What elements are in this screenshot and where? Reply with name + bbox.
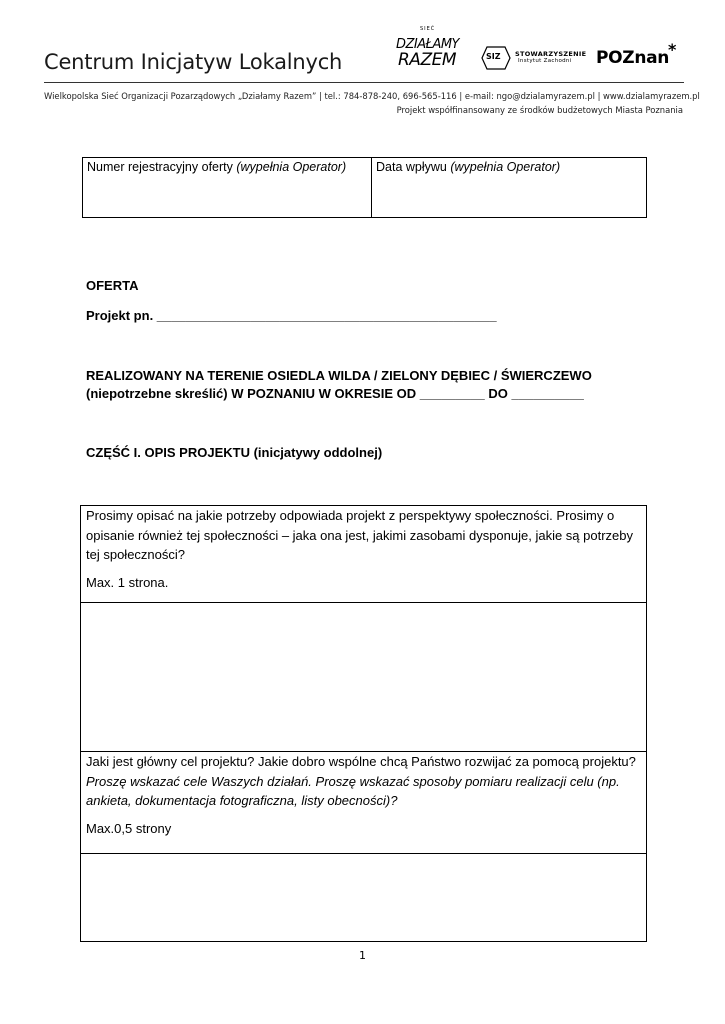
registration-number-note: (wypełnia Operator) bbox=[236, 160, 347, 174]
receipt-date-cell[interactable] bbox=[372, 158, 647, 218]
registration-number-label: Numer rejestracyjny oferty bbox=[87, 160, 237, 174]
dzialamy-razem-logo bbox=[396, 26, 460, 76]
goal-question-cell bbox=[81, 752, 647, 854]
poznan-star-icon: * bbox=[668, 40, 677, 59]
goal-question-text bbox=[86, 752, 641, 811]
org-title: Centrum Inicjatyw Lokalnych bbox=[44, 50, 343, 74]
needs-question-cell bbox=[81, 506, 647, 603]
logo-siec-line1: DZIAŁAMY bbox=[396, 37, 459, 52]
cofinance-line: Projekt współfinansowany ze środków budżetowych Miasta Poznania bbox=[396, 105, 683, 115]
contact-line: Wielkopolska Sieć Organizacji Pozarządowych „Działamy Razem” | tel.: 784-878-240, 696-565-116 | e-mail: ngo@dzialamyrazem.pl | www.dzialamyrazem.pl bbox=[44, 91, 700, 101]
poznan-logo-text: POZnan bbox=[596, 48, 670, 68]
receipt-date-label: Data wpływu bbox=[376, 160, 451, 174]
registration-table bbox=[82, 157, 647, 218]
project-description-table bbox=[80, 505, 647, 942]
page-number: 1 bbox=[359, 949, 366, 962]
receipt-date-note: (wypełnia Operator) bbox=[450, 160, 561, 174]
needs-question-text: Prosimy opisać na jakie potrzeby odpowiada projekt z perspektywy społeczności. Prosimy o opisanie również tej społeczności – jaka ona jest, jakimi zasobami dysponuje, jakie są potrzeby tej społeczności? bbox=[86, 508, 634, 562]
siz-line1: STOWARZYSZENIE bbox=[515, 50, 587, 58]
registration-number-cell[interactable] bbox=[83, 158, 372, 218]
poznan-logo bbox=[596, 40, 684, 72]
siz-logo bbox=[481, 46, 587, 70]
goal-answer-cell[interactable] bbox=[81, 854, 647, 942]
needs-answer-cell[interactable] bbox=[81, 603, 647, 752]
goal-question-italic: Proszę wskazać cele Waszych działań. Proszę wskazać sposoby pomiaru realizacji celu (np. ankieta, dokumentacja fotograficzna, listy obecności)? bbox=[86, 773, 620, 808]
project-name-line[interactable]: Projekt pn. _______________________________________________ bbox=[86, 308, 497, 323]
logo-siec-line2: RAZEM bbox=[398, 50, 456, 70]
realized-period-line[interactable]: (niepotrzebne skreślić) W POZNANIU W OKRESIE OD _________ DO __________ bbox=[86, 386, 584, 401]
needs-question-limit: Max. 1 strona. bbox=[86, 574, 169, 590]
part-one-heading: CZĘŚĆ I. OPIS PROJEKTU (inicjatywy oddolnej) bbox=[86, 445, 383, 460]
realized-area-line: REALIZOWANY NA TERENIE OSIEDLA WILDA / ZIELONY DĘBIEC / ŚWIERCZEWO bbox=[86, 368, 592, 383]
offer-heading: OFERTA bbox=[86, 278, 139, 293]
siz-line2: Instytut Zachodni bbox=[518, 58, 572, 64]
logo-siec-tiny: SIEĆ bbox=[420, 26, 436, 32]
goal-question-plain: Jaki jest główny cel projektu? Jakie dobro wspólne chcą Państwo rozwijać za pomocą projektu? bbox=[86, 754, 636, 769]
siz-badge-text: SIZ bbox=[486, 52, 501, 61]
goal-question-limit: Max.0,5 strony bbox=[86, 820, 172, 836]
header-divider bbox=[44, 82, 684, 83]
